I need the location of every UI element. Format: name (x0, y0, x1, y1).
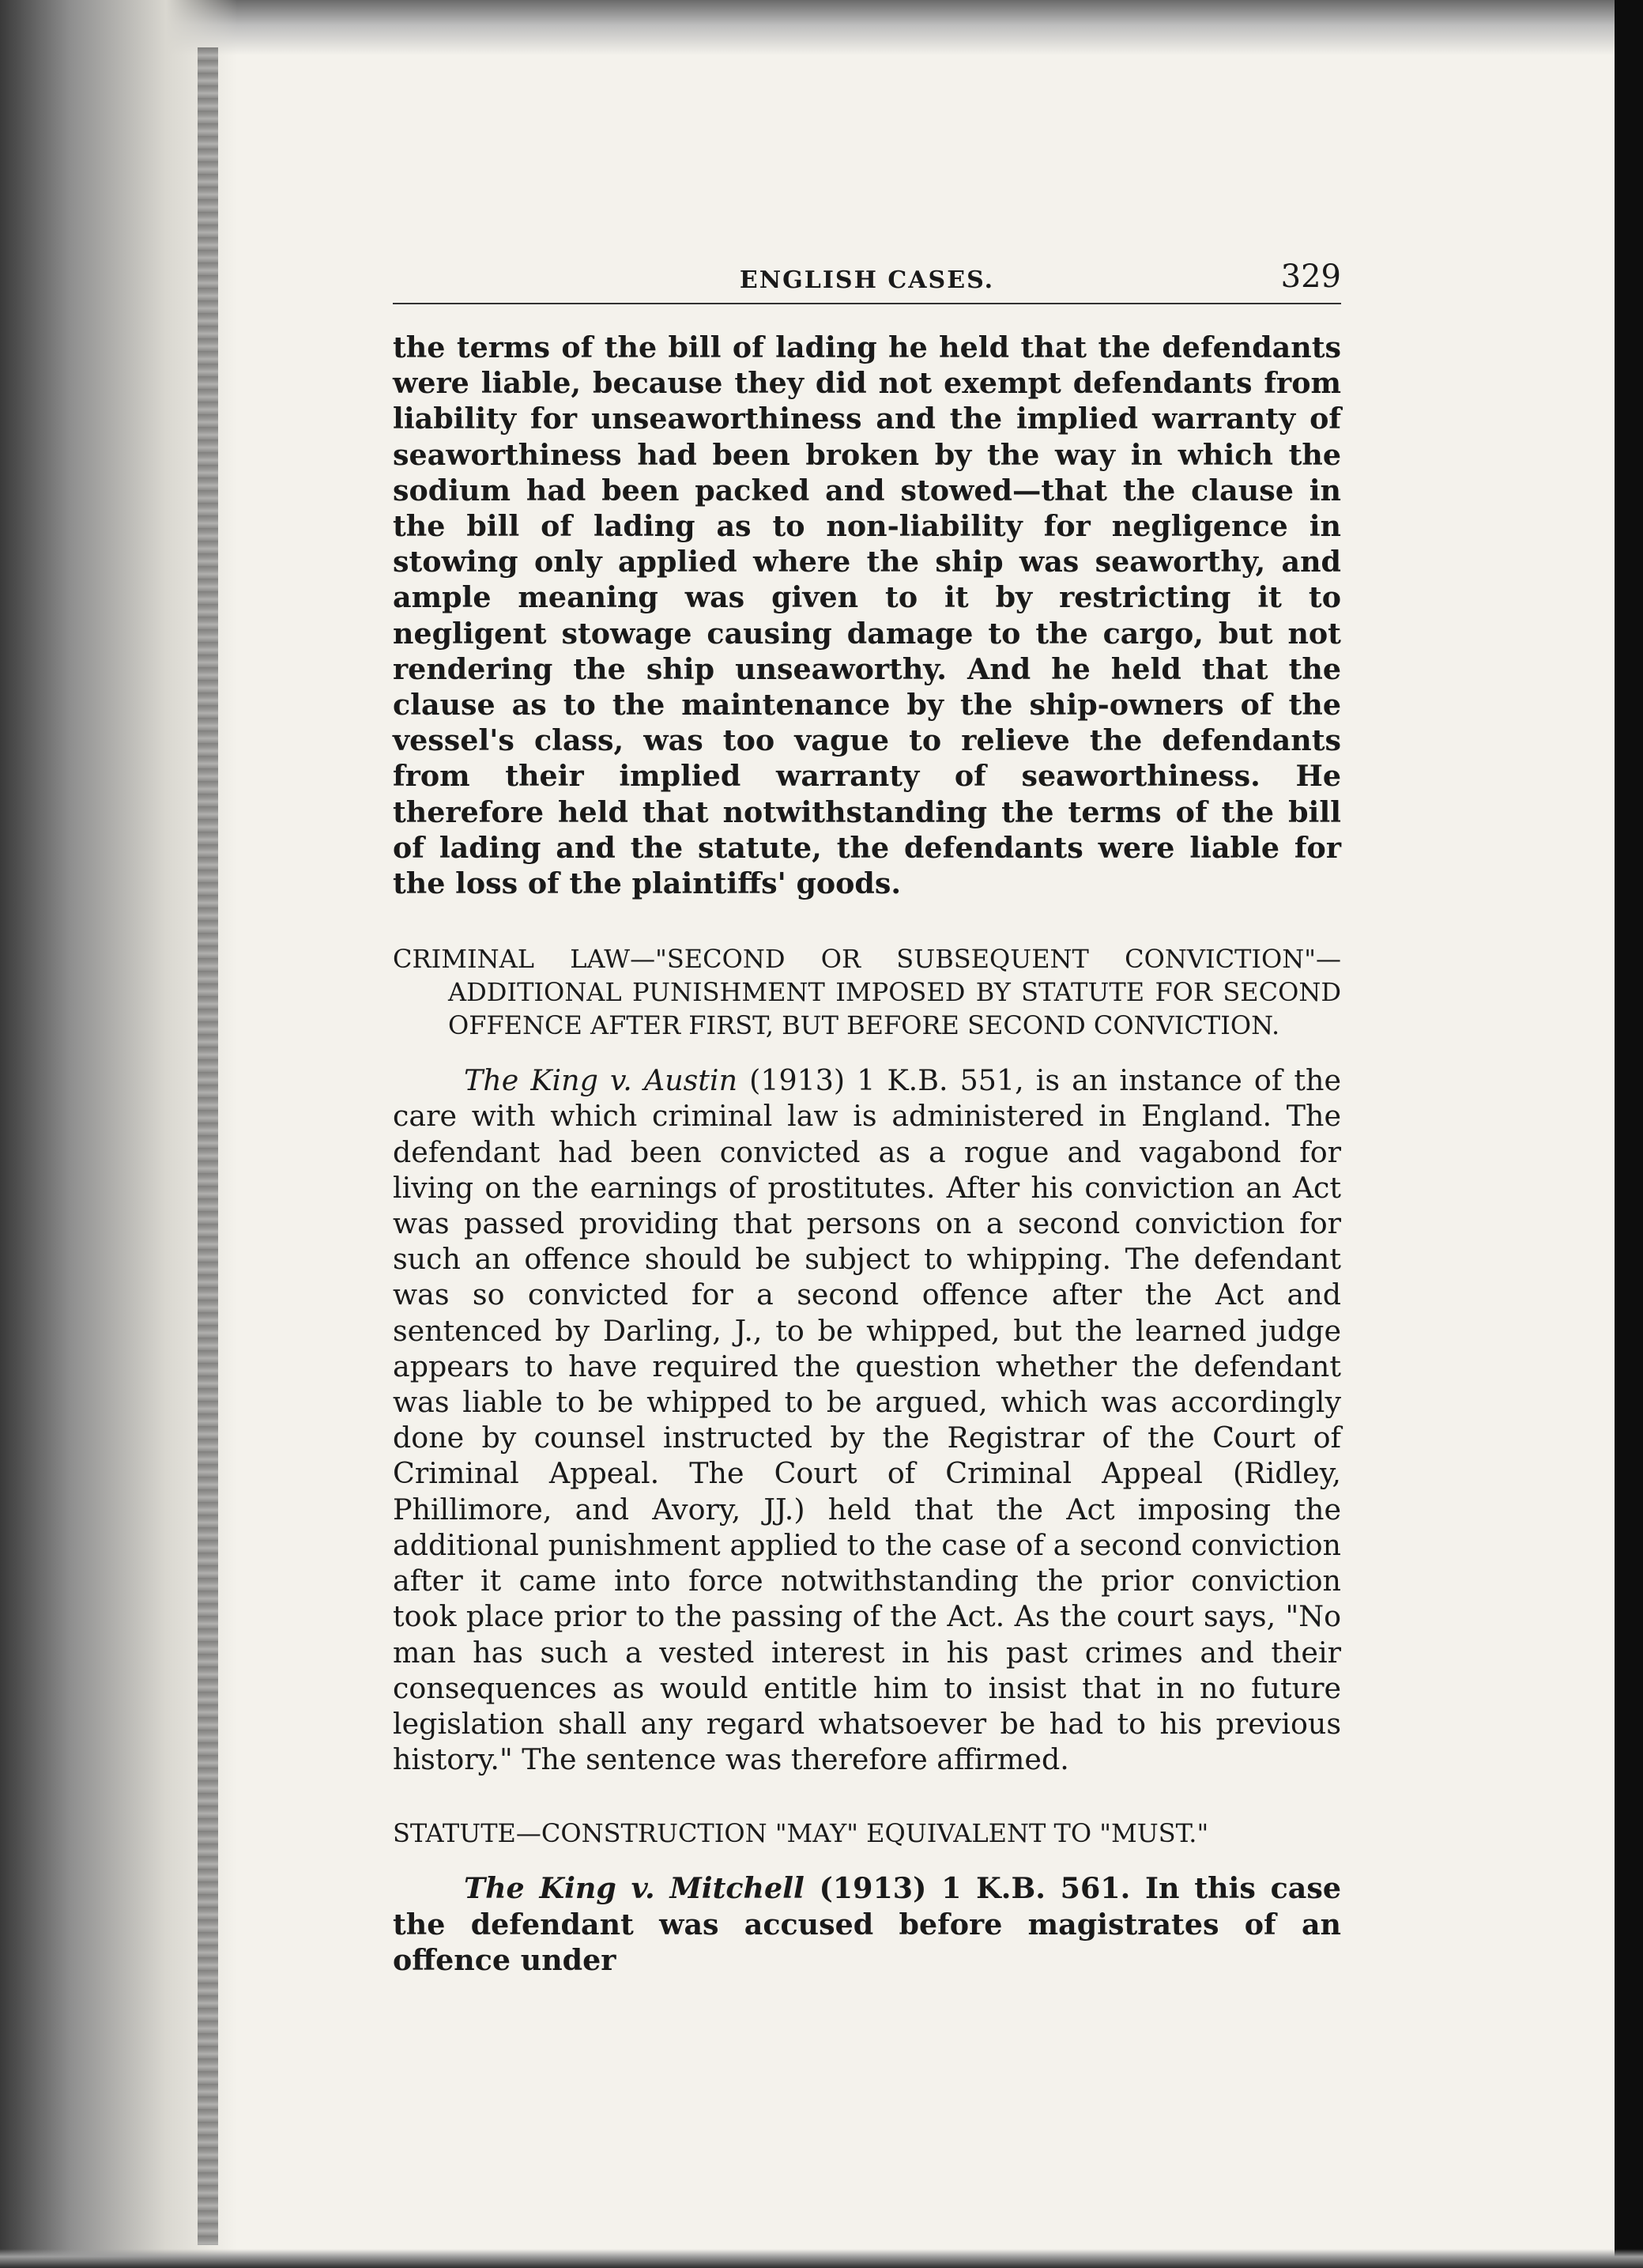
case-paragraph-austin (393, 1062, 1341, 1777)
scan-bottom-shadow (0, 2249, 1643, 2268)
section-heading-criminal-law: CRIMINAL LAW—"SECOND OR SUBSEQUENT CONVICTION"—ADDITIONAL PUNISHMENT IMPOSED BY STATUTE FOR SECOND OFFENCE AFTER FIRST, BUT BEFORE SECOND CONVICTION. (393, 944, 1341, 1041)
running-title: ENGLISH CASES. (739, 266, 995, 294)
running-head (393, 257, 1341, 304)
page-number: 329 (1280, 258, 1341, 295)
case-name-austin: The King v. Austin (464, 1063, 738, 1098)
scan-binding-edge (198, 47, 218, 2245)
section-heading-statute: STATUTE—CONSTRUCTION "MAY" EQUIVALENT TO "MUST." (393, 1818, 1209, 1849)
book-page (393, 257, 1341, 1978)
scan-top-shadow (0, 0, 1643, 55)
continued-paragraph: the terms of the bill of lading he held that the defendants were liable, because they did not exempt defendants from liability for unseaworthiness and the implied warranty of seaworthiness had been broken by the way in which the sodium had been packed and stowed—that the clause in the bill of lading as to non-liability for negligence in stowing only applied where the ship was seaworthy, and ample meaning was given to it by restricting it to negligent stowage causing damage to the cargo, but not rendering the ship unseaworthy. And he held that the clause as to the maintenance by the ship-owners of the vessel's class, was too vague to relieve the defendants from their implied warranty of seaworthiness. He therefore held that notwithstanding the terms of the bill of lading and the statute, the defendants were liable for the loss of the plaintiffs' goods. (393, 330, 1341, 901)
case-paragraph-mitchell (393, 1870, 1341, 1978)
scan-right-edge (1615, 0, 1643, 2268)
case-body-mitchell: (1913) 1 K.B. 561. In this case the defendant was accused before magistrates of an offence under (393, 1871, 1341, 1977)
case-body-austin: (1913) 1 K.B. 551, is an instance of the care with which criminal law is administered in England. The defendant had been convicted as a rogue and vagabond for living on the earnings of prostitutes. After his conviction an Act was passed providing that persons on a second conviction for such an offence should be subject to whipping. The defendant was so convicted for a second offence after the Act and sentenced by Darling, J., to be whipped, but the learned judge appears to have required the question whether the defendant was liable to be whipped to be argued, which was accordingly done by counsel instructed by the Registrar of the Court of Criminal Appeal. The Court of Criminal Appeal (Ridley, Phillimore, and Avory, JJ.) held that the Act imposing the additional punishment applied to the case of a second conviction after it came into force notwithstanding the prior conviction took place prior to the passing of the Act. As the court says, "No man has such a vested interest in his past crimes and their consequences as would entitle him to insist that in no future legislation shall any regard whatsoever be had to his previous history." The sentence was therefore affirmed. (393, 1063, 1342, 1777)
case-name-mitchell: The King v. Mitchell (464, 1871, 805, 1906)
